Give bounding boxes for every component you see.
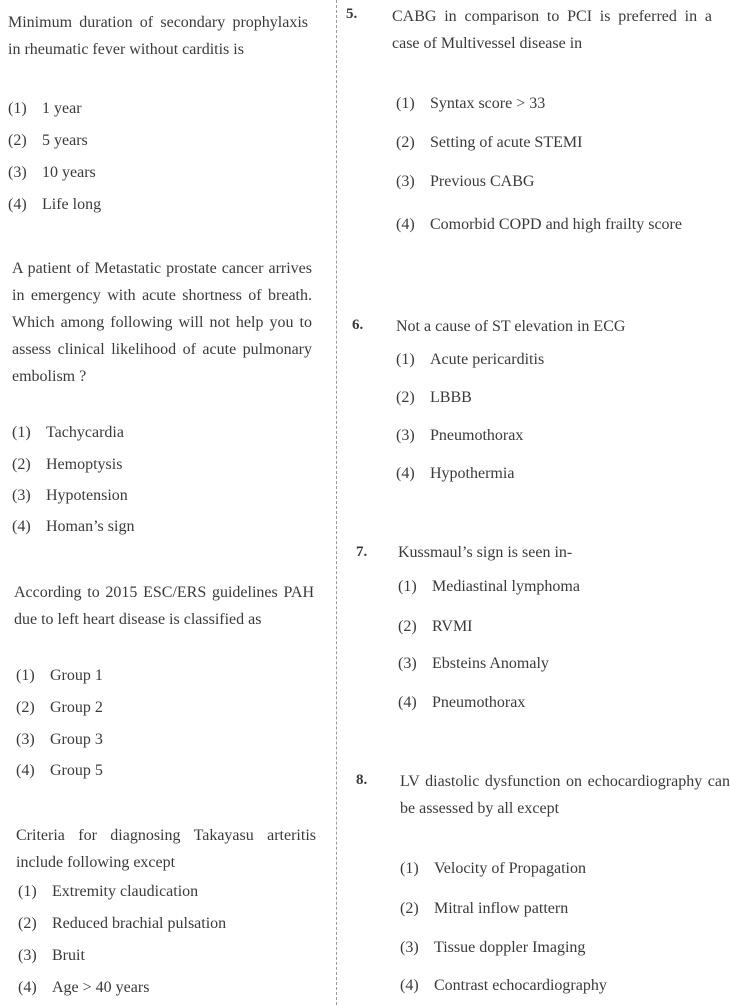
option-text: RVMI (432, 618, 473, 635)
answer-option[interactable] (400, 977, 607, 995)
question-number: 7. (356, 544, 368, 560)
question-stem: A patient of Metastatic prostate cancer arrives in emergency with acute shortness of breath. Which among following will not help you to assess clinical likelihood of acute pulmonary embolism ? (12, 260, 312, 385)
question-block (14, 579, 314, 633)
answer-option[interactable] (12, 487, 128, 505)
option-text: Pneumothorax (432, 694, 526, 711)
question-block (12, 255, 312, 390)
option-number: (2) (398, 618, 417, 635)
answer-option[interactable] (398, 578, 580, 596)
question-block (392, 3, 712, 57)
answer-option[interactable] (8, 132, 88, 150)
question-block (398, 539, 718, 566)
option-number: (3) (398, 655, 417, 672)
option-number: (1) (396, 95, 415, 112)
answer-option[interactable] (8, 196, 101, 214)
question-block (396, 313, 716, 340)
answer-option[interactable] (400, 939, 585, 957)
option-text: Tachycardia (46, 424, 124, 441)
question-block (400, 768, 730, 822)
option-number: (2) (396, 389, 415, 406)
option-number: (1) (12, 424, 31, 441)
option-text: Group 2 (50, 699, 103, 716)
question-block (8, 9, 308, 63)
option-number: (3) (396, 173, 415, 190)
answer-option[interactable] (16, 667, 103, 685)
option-number: (4) (8, 196, 27, 213)
question-number: 6. (352, 317, 364, 333)
option-number: (3) (8, 164, 27, 181)
option-text: Comorbid COPD and high frailty score (430, 216, 682, 233)
answer-option[interactable] (396, 95, 545, 113)
option-text: Previous CABG (430, 173, 535, 190)
answer-option[interactable] (16, 731, 103, 749)
option-number: (4) (396, 465, 415, 482)
question-number: 8. (356, 772, 368, 788)
answer-option[interactable] (16, 762, 103, 780)
option-number: (4) (16, 762, 35, 779)
option-text: 10 years (42, 164, 96, 181)
option-text: Acute pericarditis (430, 351, 545, 368)
option-number: (3) (396, 427, 415, 444)
answer-option[interactable] (398, 618, 473, 636)
option-number: (4) (400, 977, 419, 994)
option-number: (1) (398, 578, 417, 595)
answer-option[interactable] (12, 518, 134, 536)
option-number: (1) (8, 100, 27, 117)
option-text: Life long (42, 196, 102, 213)
option-text: Velocity of Propagation (434, 860, 586, 877)
left-column (0, 0, 330, 1005)
option-text: 1 year (42, 100, 82, 117)
option-number: (2) (12, 456, 31, 473)
answer-option[interactable] (396, 351, 544, 369)
option-number: (4) (398, 694, 417, 711)
option-number: (1) (18, 883, 37, 900)
option-text: Tissue doppler Imaging (434, 939, 586, 956)
answer-option[interactable] (18, 947, 85, 965)
question-number: 5. (346, 6, 358, 22)
option-text: Ebsteins Anomaly (432, 655, 549, 672)
right-column (346, 0, 730, 1005)
option-text: LBBB (430, 389, 472, 406)
question-stem: CABG in comparison to PCI is preferred in a case of Multivessel disease in (392, 8, 712, 52)
option-text: Group 1 (50, 667, 103, 684)
option-text: Group 3 (50, 731, 103, 748)
answer-option[interactable] (18, 915, 226, 933)
option-number: (1) (400, 860, 419, 877)
question-stem: LV diastolic dysfunction on echocardiography can be assessed by all except (400, 773, 730, 817)
option-number: (3) (16, 731, 35, 748)
option-text: Extremity claudication (52, 883, 199, 900)
option-text: Mitral inflow pattern (434, 900, 569, 917)
question-stem: Criteria for diagnosing Takayasu arteritis include following except (16, 827, 316, 871)
option-text: Pneumothorax (430, 427, 524, 444)
option-number: (1) (16, 667, 35, 684)
answer-option[interactable] (8, 164, 96, 182)
answer-option[interactable] (396, 211, 696, 238)
option-number: (3) (12, 487, 31, 504)
option-number: (3) (18, 947, 37, 964)
option-text: Group 5 (50, 762, 103, 779)
option-text: Mediastinal lymphoma (432, 578, 580, 595)
answer-option[interactable] (396, 173, 534, 191)
answer-option[interactable] (16, 699, 103, 717)
question-stem: According to 2015 ESC/ERS guidelines PAH due to left heart disease is classified as (14, 584, 314, 628)
answer-option[interactable] (12, 424, 124, 442)
answer-option[interactable] (8, 100, 82, 118)
option-text: Contrast echocardiography (434, 977, 607, 994)
option-number: (2) (400, 900, 419, 917)
answer-option[interactable] (18, 979, 149, 997)
option-number: (3) (400, 939, 419, 956)
option-text: Setting of acute STEMI (430, 134, 583, 151)
column-divider (336, 0, 337, 1005)
answer-option[interactable] (396, 465, 514, 483)
answer-option[interactable] (400, 900, 568, 918)
answer-option[interactable] (12, 456, 122, 474)
option-number: (4) (396, 216, 415, 233)
option-number: (2) (396, 134, 415, 151)
option-text: Hypothermia (430, 465, 515, 482)
option-text: Syntax score > 33 (430, 95, 546, 112)
option-number: (4) (18, 979, 37, 996)
option-number: (2) (8, 132, 27, 149)
option-number: (4) (12, 518, 31, 535)
answer-option[interactable] (18, 883, 198, 901)
question-stem: Kussmaul’s sign is seen in- (398, 544, 573, 561)
answer-option[interactable] (396, 427, 523, 445)
option-text: Age > 40 years (52, 979, 150, 996)
question-stem: Minimum duration of secondary prophylaxis in rheumatic fever without carditis is (8, 14, 308, 58)
option-text: Bruit (52, 947, 85, 964)
answer-option[interactable] (398, 694, 525, 712)
question-block (16, 822, 316, 876)
option-number: (2) (16, 699, 35, 716)
answer-option[interactable] (396, 134, 582, 152)
option-text: Reduced brachial pulsation (52, 915, 227, 932)
option-text: Homan’s sign (46, 518, 135, 535)
option-number: (2) (18, 915, 37, 932)
answer-option[interactable] (400, 860, 586, 878)
option-number: (1) (396, 351, 415, 368)
answer-option[interactable] (396, 389, 472, 407)
option-text: 5 years (42, 132, 88, 149)
option-text: Hemoptysis (46, 456, 123, 473)
answer-option[interactable] (398, 655, 549, 673)
option-text: Hypotension (46, 487, 128, 504)
question-stem: Not a cause of ST elevation in ECG (396, 318, 626, 335)
